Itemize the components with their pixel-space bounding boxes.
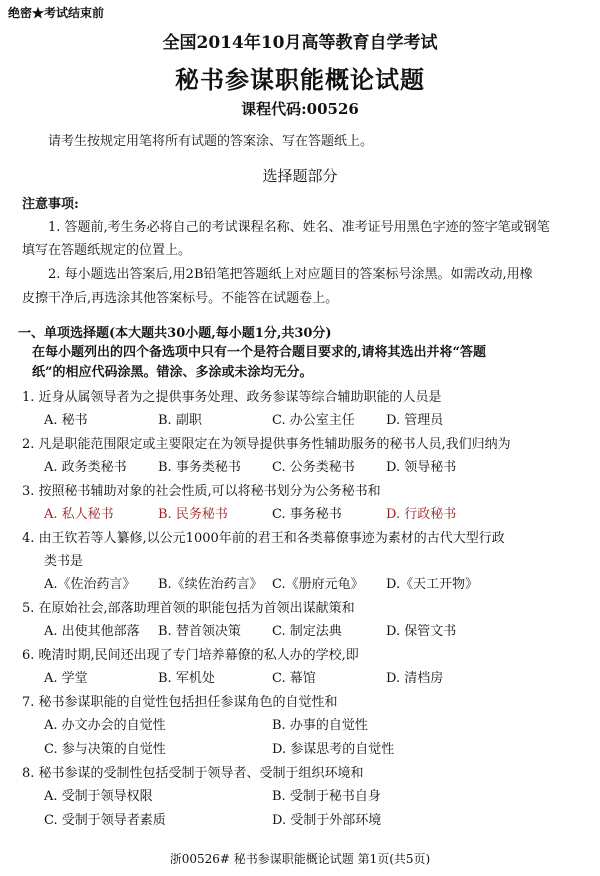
q4-option-b: B.《续佐治药言》 — [158, 577, 263, 592]
q4-option-a: A.《佐治药言》 — [44, 577, 136, 592]
q6-option-d: D. 清档房 — [386, 671, 444, 686]
question-4-stem: 4. 由王钦若等人纂修,以公元1000年前的君王和各类幕僚事迹为素材的古代大型行政 — [22, 531, 505, 546]
exam-subject-title: 秘书参谋职能概论试题 — [175, 65, 425, 94]
q6-option-c: C. 幕馆 — [272, 671, 316, 686]
note-1-line-2: 填写在答题纸规定的位置上。 — [22, 243, 192, 258]
q2-option-c: C. 公务类秘书 — [272, 460, 355, 475]
q8-option-a: A. 受制于领导权限 — [44, 789, 153, 804]
note-2-line-2: 皮擦干净后,再选涂其他答案标号。不能答在试题卷上。 — [22, 291, 339, 306]
q3-option-b: B. 民务秘书 — [158, 507, 228, 522]
q2-option-a: A. 政务类秘书 — [44, 460, 127, 475]
course-code: 课程代码:00526 — [241, 100, 359, 118]
page-footer: 浙00526# 秘书参谋职能概论试题 第1页(共5页) — [169, 852, 431, 866]
q5-option-b: B. 替首领决策 — [158, 624, 241, 639]
part1-desc-line-1: 在每小题列出的四个备选项中只有一个是符合题目要求的,请将其选出并将“答题 — [32, 345, 487, 360]
question-1-stem: 1. 近身从属领导者为之提供事务处理、政务参谋等综合辅助职能的人员是 — [22, 390, 442, 405]
q1-option-d: D. 管理员 — [386, 413, 444, 428]
section-title: 选择题部分 — [262, 167, 338, 185]
general-instructions: 请考生按规定用笔将所有试题的答案涂、写在答题纸上。 — [48, 134, 374, 149]
question-4-stem-cont: 类书是 — [44, 554, 84, 569]
notes-heading: 注意事项: — [22, 197, 79, 212]
q3-option-c: C. 事务秘书 — [272, 507, 342, 522]
question-6-stem: 6. 晚清时期,民间还出现了专门培养幕僚的私人办的学校,即 — [22, 648, 359, 663]
q5-option-a: A. 出使其他部落 — [44, 624, 140, 639]
question-8-stem: 8. 秘书参谋的受制性包括受制于领导者、受制于组织环境和 — [22, 766, 364, 781]
q7-option-a: A. 办文办会的自觉性 — [44, 718, 166, 733]
q7-option-c: C. 参与决策的自觉性 — [44, 742, 166, 757]
q8-option-d: D. 受制于外部环境 — [272, 813, 382, 828]
exam-session-title: 全国2014年10月高等教育自学考试 — [162, 33, 438, 53]
note-2-line-1: 2. 每小题选出答案后,用2B铅笔把答题纸上对应题目的答案标号涂黑。如需改动,用橡 — [48, 267, 533, 282]
q6-option-b: B. 军机处 — [158, 671, 215, 686]
q2-option-d: D. 领导秘书 — [386, 460, 457, 475]
q4-option-c: C.《册府元龟》 — [272, 577, 364, 592]
part1-desc-line-2: 纸”的相应代码涂黑。错涂、多涂或未涂均无分。 — [32, 365, 313, 380]
question-3-stem: 3. 按照秘书辅助对象的社会性质,可以将秘书划分为公务秘书和 — [22, 484, 381, 499]
q7-option-d: D. 参谋思考的自觉性 — [272, 742, 395, 757]
q1-option-b: B. 副职 — [158, 413, 202, 428]
q4-option-d: D.《天工开物》 — [386, 577, 479, 592]
secret-label: 绝密★考试结束前 — [8, 6, 105, 20]
question-7-stem: 7. 秘书参谋职能的自觉性包括担任参谋角色的自觉性和 — [22, 695, 338, 710]
q3-option-a: A. 私人秘书 — [44, 507, 114, 522]
q6-option-a: A. 学堂 — [44, 671, 88, 686]
q7-option-b: B. 办事的自觉性 — [272, 718, 368, 733]
question-2-stem: 2. 凡是职能范围限定或主要限定在为领导提供事务性辅助服务的秘书人员,我们归纳为 — [22, 437, 511, 452]
note-1-line-1: 1. 答题前,考生务必将自己的考试课程名称、姓名、准考证号用黑色字迹的签字笔或钢笔 — [48, 220, 550, 235]
q5-option-c: C. 制定法典 — [272, 624, 342, 639]
q1-option-c: C. 办公室主任 — [272, 413, 355, 428]
question-5-stem: 5. 在原始社会,部落助理首领的职能包括为首领出谋献策和 — [22, 601, 355, 616]
q1-option-a: A. 秘书 — [44, 413, 88, 428]
q8-option-c: C. 受制于领导者素质 — [44, 813, 166, 828]
q3-option-d: D. 行政秘书 — [386, 507, 457, 522]
part1-heading: 一、单项选择题(本大题共30小题,每小题1分,共30分) — [18, 326, 332, 341]
q8-option-b: B. 受制于秘书自身 — [272, 789, 381, 804]
q2-option-b: B. 事务类秘书 — [158, 460, 241, 475]
q5-option-d: D. 保管文书 — [386, 624, 457, 639]
